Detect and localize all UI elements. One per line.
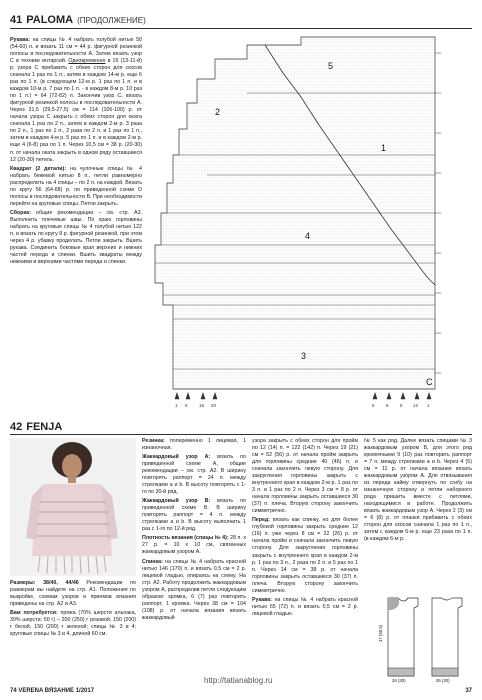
back-paragraph: [142, 559, 246, 622]
materials-paragraph: [10, 610, 136, 638]
sizes-paragraph: [10, 580, 136, 608]
fenja-column-4: [364, 438, 472, 545]
front-lead: Перед:: [252, 517, 271, 524]
assembly-lead: Сборка:: [10, 209, 31, 216]
chart-label-3: 3: [301, 351, 307, 361]
sizes-lead: Размеры:: [10, 580, 36, 586]
bottom-label: 1: [427, 403, 430, 408]
bottom-label: 20: [211, 403, 217, 408]
pattern-a-lead: Жаккардовый узор А:: [142, 454, 211, 461]
density-paragraph: [142, 535, 246, 556]
pattern-a-paragraph: [142, 454, 246, 496]
right-edge-ticks: [435, 53, 441, 373]
pattern-b-lead: Жаккардовый узор В:: [142, 498, 211, 505]
fenja-column-3: [252, 438, 358, 620]
square-paragraph: [10, 166, 142, 208]
chart-label-1: 1: [381, 143, 387, 153]
sleeve-text: на спицы № 4 набрать голубой нитью 50 (54-60) п. и вязать 11 см = 44 р. фигурной резинкой полосы в последовательности А. Затем вязать узор С в технике интарсий.: [10, 37, 142, 65]
pattern-name: PALOMA: [26, 14, 74, 26]
chart-label-5: 5: [328, 61, 334, 71]
pattern-b-paragraph: [142, 498, 246, 533]
sizes-block: [10, 580, 136, 640]
bottom-label: 12: [413, 403, 419, 408]
section-header-42: [10, 421, 472, 435]
square-text: на чулочные спицы № 4 набрать бежевой нитью 8 п., петли равномерно распределить на 4 спицы – по 2 п. на каждой. Вязать по кругу 56 (64-68) р. по приведенной схеме D полосы в последовательности В. При необходимости перейти на круговые спицы. Петли закрыть.: [10, 165, 142, 207]
density-text: 28 п. x 27 р. = 10 x 10 см, связанных жаккардовым узором А.: [142, 535, 246, 556]
footer-url: http://tatianablog.ru: [204, 676, 273, 685]
back-text: на спицы № 4 набрать красной нитью 146 (170) п. и вязать 0,5 см = 2 р. лицевой гладью, опираясь на схему. На стр. А2. Работу продолжить жаккардовым узором А, распределив петли следующим образом: кромка, 6 (7) раз повторить раппорт, 1 кромка. Через 38 см = 104 (108) р. от начала вязания вязать жаккардовый: [142, 558, 246, 621]
materials-lead: Вам потребуется:: [10, 610, 58, 617]
col4-text-1: № 5 как ряд. Далее вязать спицами № 3 жаккардовым узором В, для этого ряд кромочными 9 (10) раз повторить раппорт = 7 п. между стрелками а и b. Через 4 (5) см = 11 р. от начала вязания вязать жаккардовым узором А. Для отвязывания из переда кайму отвернуть по сгибу на изнаночную сторону и петли наборного ряда пришить вместе с петлями, находящимися в работе. Продолжить вязать жаккардовым узор А. Через 2 (3) см = 6 (8) р. от планки прибавить с обеих сторон для скосов сначала 1 раз по 1 п., затем с каждом 6-м р. еще 23 раза по 1 п. (в каждом 6-м р.: [364, 438, 472, 543]
bottom-label: 6: [386, 403, 389, 408]
assembly-text: общие рекомендации – см. стр. А3. Выполнить плечевые швы. По краю горловины набрать на круговые спицы № 4 голубой нитью 122 п. и вязать по кругу 8 р. фигурной резинкой, при этом через 4 р. убавку проделать. Петли закрыть. Вшить рукава. Соединить боковые края верхних и нижних частей переда и спинки. Вшить квадраты между нижними и верхними частями переда и спинки.: [10, 209, 142, 265]
section-header-41: [10, 14, 472, 29]
sleeve2-lead: Рукава:: [252, 596, 272, 603]
bottom-label: 5: [400, 403, 403, 408]
bottom-label: 5: [185, 403, 188, 408]
pattern-number: 42: [10, 421, 23, 433]
pattern-a-text: вязать по приведенной схеме A, общие рекомендации – см. стр. А2. В ширину повторять раппорт = 24 п. между стрелками а и b. В высоту повторять с 1-го по 30-й ряд.: [142, 454, 246, 496]
sleeve-lead: Рукава:: [10, 37, 30, 43]
fenja-column-2: [142, 438, 246, 624]
sizes-value: 38/40, 44/46: [43, 580, 79, 586]
col3-text-1: узора закрыть с обеих сторон для пройм по 12 (14) п. = 122 (142) п. Через 19 (21) см = 52 (56) р. от начала пройм закрыть для горловины средние 40 (46) п. и сначала закончить левую сторону. Для закругления горловины закрыть с внутреннего края в каждом 2-м р. 1 раз по 3 п. и 1 раз по 2 п. Через 3 см = 8 р. от начала горловины закрыть оставшиеся 30 (37) п. плеча. Вторую сторону закончить симметрично.: [252, 438, 358, 515]
paloma-instructions: [10, 37, 142, 268]
rib-paragraph: [142, 438, 246, 452]
pattern-number: 41: [10, 14, 23, 26]
garment-schematic: [378, 592, 474, 684]
bottom-arrows: [175, 393, 431, 399]
dim-side: 47 (50,5): [378, 624, 383, 642]
sleeve-paragraph: [10, 37, 142, 164]
materials-text: пряжа (70% шерсти альпака, 30% шерсти; 50 г) – 200 (250) г розовой, 150 (200) г белой, 150 (200) г зеленой; спицы № 3 и 4; круговые спицы № 3 и 4, длиной 60 см.: [10, 610, 136, 638]
density-lead: Плотность вязания (спицы № 4):: [142, 535, 229, 542]
sizes-text: Рекомендации по размерам вы найдете на стр. А1. Положения по выкройке, схемам узоров и приемов вязания приведены на стр. А2 и А3.: [10, 580, 136, 608]
knitting-chart: [147, 33, 443, 418]
rib-lead: Резинка:: [142, 438, 165, 444]
bottom-label: 5: [372, 403, 375, 408]
dim-width-1: 26 (30): [392, 678, 406, 683]
sleeve2-text: на спицы № 4 набрать красной нитью 65 (72) п. и вязать 0,5 см = 2 р. лицевой гладью.: [252, 596, 358, 617]
bottom-label: 16: [199, 403, 205, 408]
footer-right: 37: [465, 688, 472, 694]
dim-width-2: 26 (30): [436, 678, 450, 683]
chart-label-4: 4: [305, 231, 311, 241]
back-lead: Спинка:: [142, 558, 163, 565]
front-paragraph: [252, 517, 358, 594]
square-lead: Квадрат (2 детали):: [10, 165, 67, 172]
assembly-paragraph: [10, 210, 142, 266]
chart-label-c: C: [426, 377, 433, 387]
continued-label: (ПРОДОЛЖЕНИЕ): [77, 16, 146, 25]
footer-left: 74 VERENA ВЯЗАНИЕ 1/2017: [10, 688, 95, 694]
sleeve-underlined: Одновременно: [68, 58, 106, 65]
pattern-name: FENJA: [26, 421, 63, 433]
sleeve-text-2: в 15 (13-11-й) р. узора С прибавить с обеих сторон для скосов сначала 1 раз по 1 п., затем в каждом 14-м р. еще 6 раз по 1 п. (в следующем 12-м р. 1 раз по 1 п. и в каждом 10-м р. 7 раз по 1 п. - в каждом 8-м р. 10 раз по 1 п.) = 64 (72-82) п. Закончив узор С, вязать фигурной резинкой полосы в последовательности А. Через 31,5 (29,5-27,5) см = 114 (106-100) р. от начала узора С закрыть с обеих сторон для оката сначала 1 раз по 2 п., затем в каждом 2-м р. 3 раза по 2 п., 1 раз по 1 п., 2 раза по 2 п. и 1 раз по 1 п., затем в каждом 4-м р. 5 раз по 1 п. и в каждом 2-м р. еще 4 (6-8) раз по 1 п. Через 10,5 см = 38 р. (20-30) п. от начала оката закрыть в одном ряду оставшиеся 12 (20-30) петель.: [10, 58, 142, 163]
pattern-b-text: вязать по приведенной схеме В. В ширину повторять раппорт = 4 п. между стрелками а и b. В высоту выполнить 1 раз с 1-го по 12-й ряд.: [142, 498, 246, 533]
rib-text: попеременно 1 лицевая, 1 изнаночная.: [142, 438, 246, 452]
bottom-label: 1: [175, 403, 178, 408]
sleeve2-paragraph: [252, 597, 358, 618]
front-text: вязать как спинку, но для более глубокой горловины закрыть средние 12 (16) п. уже через 8 см = 22 (26) р. от начала пройм и сначала закончить левую сторону. Для закругления горловины закрыть с внутреннего края в каждом 2-м р. 1 раз по 3 п., 2 раза по 2 п. и 5 раз по 1 п. Через 14 см = 38 р. от начала горловины закрыть оставшиеся 30 (37) п. плеча. Вторую сторону закончить симметрично.: [252, 517, 358, 594]
model-photo: [10, 438, 136, 576]
chart-label-2: 2: [215, 107, 221, 117]
